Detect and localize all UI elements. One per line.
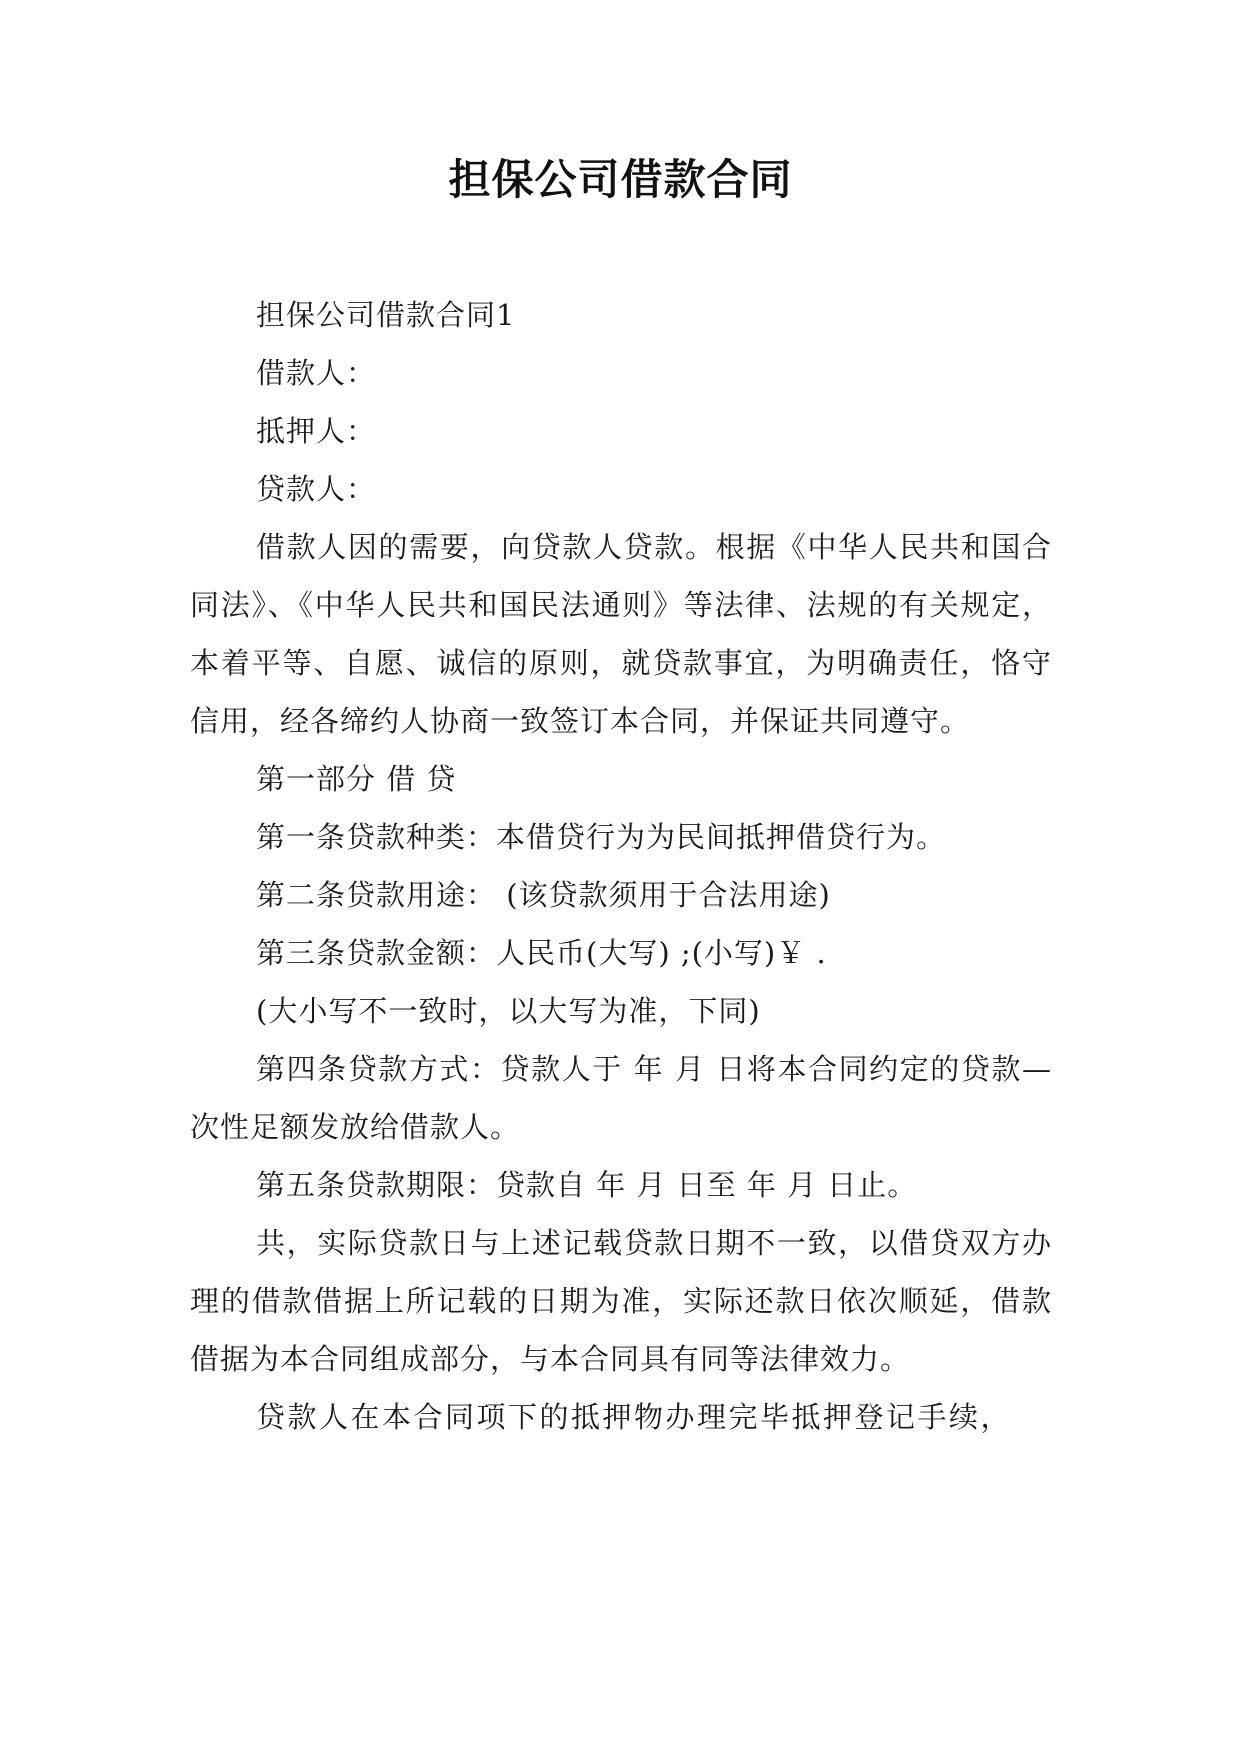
- article-1-loan-type: 第一条贷款种类：本借贷行为为民间抵押借贷行为。: [256, 820, 947, 854]
- article-4-loan-method: 第四条贷款方式：贷款人于 年 月 日将本合同约定的贷款—次性足额发放给借款人。: [190, 1052, 1052, 1144]
- preamble-paragraph: 借款人因的需要，向贷款人贷款。根据《中华人民共和国合同法》、《中华人民共和国民法通则》等法律、法规的有关规定，本着平等、自愿、诚信的原则，就贷款事宜，为明确责任，恪守信用，经各缔约人协商一致签订本合同，并保证共同遵守。: [190, 530, 1052, 738]
- part-one-heading: 第一部分 借 贷: [256, 762, 457, 796]
- article-5-loan-term: 第五条贷款期限：贷款自 年 月 日至 年 月 日止。: [256, 1168, 918, 1202]
- mortgagor-line: 抵押人：: [256, 414, 377, 448]
- document-title: 担保公司借款合同: [448, 155, 793, 204]
- collateral-paragraph: 贷款人在本合同项下的抵押物办理完毕抵押登记手续，: [256, 1400, 1013, 1434]
- lender-line: 贷款人：: [256, 472, 377, 506]
- document-body: [190, 286, 1052, 1446]
- borrower-line: 借款人：: [256, 356, 377, 390]
- term-note-paragraph: 共，实际贷款日与上述记载贷款日期不一致，以借贷双方办理的借款借据上所记载的日期为准，实际还款日依次顺延，借款借据为本合同组成部分，与本合同具有同等法律效力。: [190, 1226, 1052, 1376]
- article-3-loan-amount: 第三条贷款金额：人民币(大写) ;(小写)￥ .: [256, 936, 827, 970]
- subtitle-paragraph: 担保公司借款合同1: [256, 298, 516, 332]
- amount-note: (大小写不一致时，以大写为准，下同): [256, 994, 761, 1028]
- article-2-loan-purpose: 第二条贷款用途： (该贷款须用于合法用途): [256, 878, 831, 912]
